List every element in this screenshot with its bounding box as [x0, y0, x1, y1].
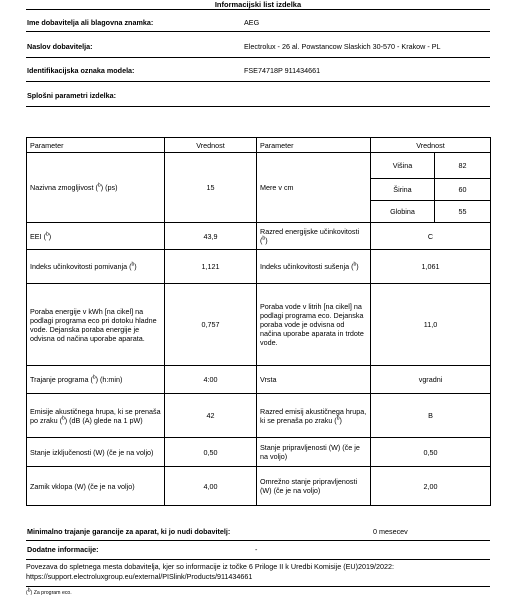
table-row [27, 438, 491, 467]
delay-start-label: Zamik vklopa (W) (če je na voljo) [27, 467, 165, 506]
standby-value: 0,50 [371, 438, 491, 467]
program-duration-label: Trajanje programa ($^b$) (h:min) [27, 366, 165, 394]
table-row [27, 153, 491, 179]
table-row [27, 250, 491, 284]
footnote-marker: b [27, 587, 31, 594]
energy-consumption-value: 0,757 [165, 284, 257, 366]
water-consumption-value: 11,0 [371, 284, 491, 366]
table-row [27, 366, 491, 394]
networked-standby-label: Omrežno stanje pripravljenosti (W) (če je na voljo) [257, 467, 371, 506]
cleaning-index-label: Indeks učinkovitosti pomivanja ($^b$) [27, 250, 165, 284]
height-label: Višina [371, 153, 435, 179]
eei-value: 43,9 [165, 223, 257, 250]
depth-value: 55 [435, 201, 491, 223]
drying-index-label: Indeks učinkovitosti sušenja ($^b$) [257, 250, 371, 284]
noise-class-label: Razred emisij akustičnega hrupa, ki se prenaša po zraku ($^b$) [257, 394, 371, 438]
type-label: Vrsta [257, 366, 371, 394]
model-id-value: FSE74718P 911434661 [244, 66, 321, 75]
footnote: ($^b$) Za program eco. [26, 587, 72, 596]
program-duration-value: 4:00 [165, 366, 257, 394]
additional-info-value: - [255, 545, 258, 554]
eei-label: EEI ($^b$) [27, 223, 165, 250]
energy-class-value: C [371, 223, 491, 250]
additional-info-label: Dodatne informacije: [27, 545, 99, 554]
supplier-name-value: AEG [244, 17, 260, 27]
rated-capacity-value: 15 [165, 153, 257, 223]
supplier-website-note [26, 562, 490, 587]
depth-label: Globina [371, 201, 435, 223]
supplier-name-row [26, 13, 490, 32]
model-id-row [26, 60, 490, 82]
supplier-name-label: Ime dobavitelja ali blagovna znamka: [27, 17, 154, 27]
header-value-left: Vrednost [165, 138, 257, 153]
additional-info-row [26, 545, 490, 560]
standby-label: Stanje pripravljenosti (W) (če je na voljo) [257, 438, 371, 467]
noise-class-value: B [371, 394, 491, 438]
dimensions-label: Mere v cm [257, 153, 371, 223]
rated-capacity-label: Nazivna zmogljivost ($^b$) (ps) [27, 153, 165, 223]
table-row [27, 467, 491, 506]
cleaning-index-value: 1,121 [165, 250, 257, 284]
general-params-heading [26, 85, 490, 107]
type-value: vgradni [371, 366, 491, 394]
water-consumption-label: Poraba vode v litrih [na cikel] na podlagi programa eco. Dejanska poraba vode je odvisna od načina uporabe aparata in trdote vode. [257, 284, 371, 366]
width-label: Širina [371, 179, 435, 201]
page-title: Informacijski list izdelka [26, 0, 490, 10]
noise-emission-value: 42 [165, 394, 257, 438]
model-id-label: Identifikacijska oznaka modela: [27, 66, 135, 75]
energy-consumption-label: Poraba energije v kWh [na cikel] na podlagi programa eco pri dotoku hladne vode. Dejanska poraba energije je odvisna od načina uporabe aparata. [27, 284, 165, 366]
width-value: 60 [435, 179, 491, 201]
parameters-table [26, 137, 491, 506]
table-row [27, 284, 491, 366]
table-row [27, 223, 491, 250]
supplier-website-link[interactable]: Povezava do spletnega mesta dobavitelja, kjer so informacije iz točke 6 Priloge II k Uredbi Komisije (EU)2019/2022: https://support.electroluxgroup.eu/external/PISlink/Products/911434661 [26, 562, 394, 581]
energy-class-label: Razred energijske učinkovitosti ($^b$) [257, 223, 371, 250]
drying-index-value: 1,061 [371, 250, 491, 284]
header-value-right: Vrednost [371, 138, 491, 153]
supplier-address-row [26, 36, 490, 58]
delay-start-value: 4,00 [165, 467, 257, 506]
table-row [27, 394, 491, 438]
guarantee-value: 0 mesecev [373, 527, 408, 536]
header-param-right: Parameter [257, 138, 371, 153]
supplier-address-label: Naslov dobavitelja: [27, 42, 93, 51]
networked-standby-value: 2,00 [371, 467, 491, 506]
header-param-left: Parameter [27, 138, 165, 153]
height-value: 82 [435, 153, 491, 179]
general-params-title: Splošni parametri izdelka: [27, 91, 117, 100]
table-header-row [27, 138, 491, 153]
guarantee-row [26, 527, 490, 541]
noise-emission-label: Emisije akustičnega hrupa, ki se prenaša po zraku ($^b$) (dB (A) glede na 1 pW) [27, 394, 165, 438]
footnote-text: Za program eco. [33, 590, 72, 596]
off-mode-value: 0,50 [165, 438, 257, 467]
supplier-address-value: Electrolux - 26 al. Powstancow Slaskich 30-570 - Krakow - PL [244, 42, 441, 51]
guarantee-label: Minimalno trajanje garancije za aparat, ki jo nudi dobavitelj: [27, 527, 231, 536]
off-mode-label: Stanje izključenosti (W) (če je na voljo) [27, 438, 165, 467]
